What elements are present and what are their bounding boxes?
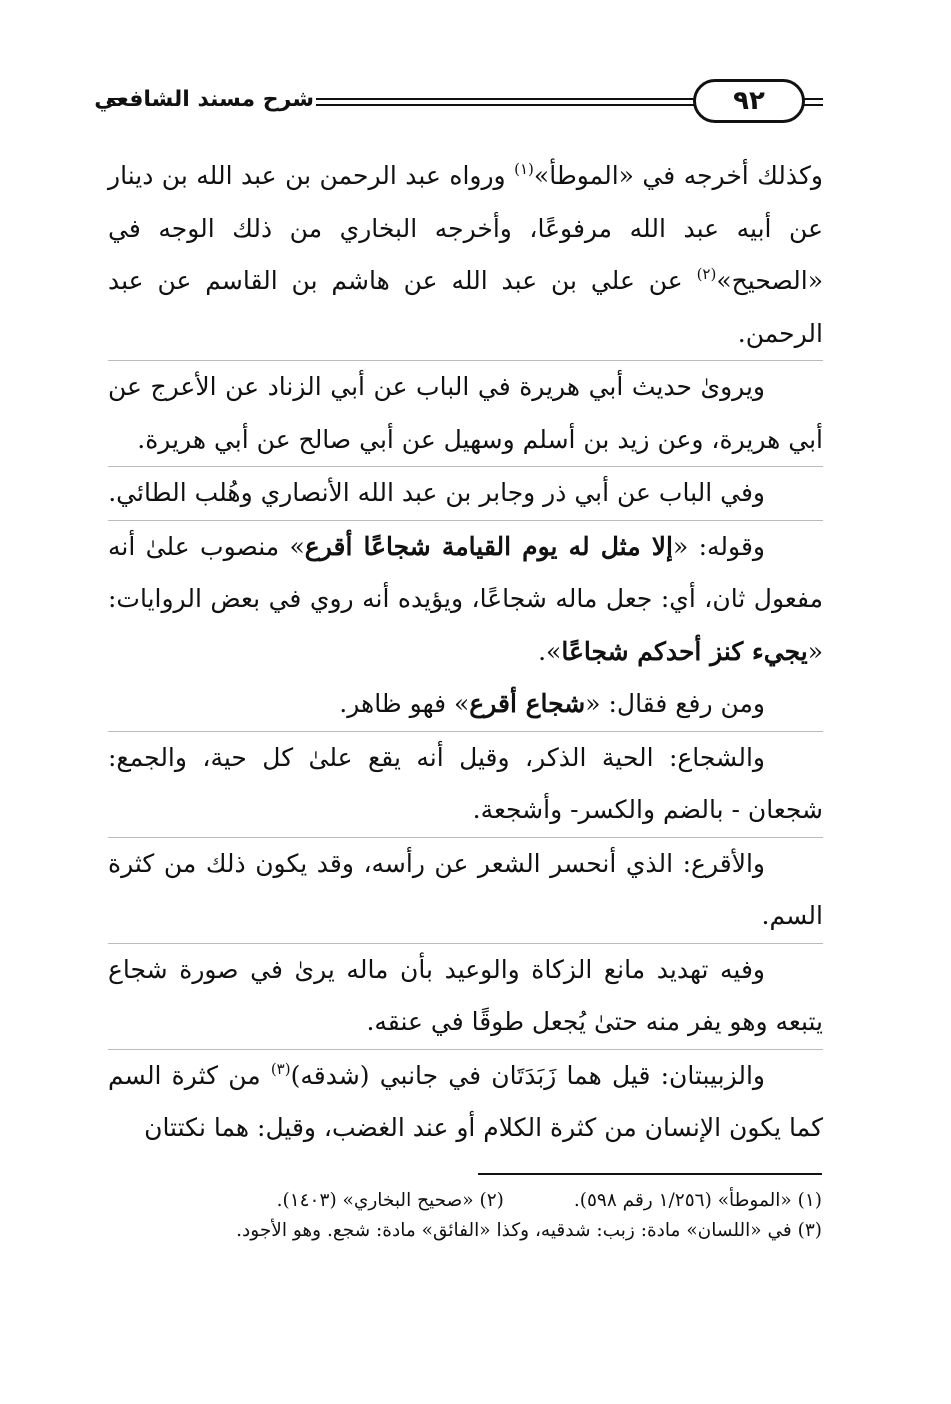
header-rule-right-lower (804, 104, 823, 106)
main-text (108, 150, 823, 1155)
paragraph-1-text-2: ورواه عبد الرحمن بن عبد الله بن دينار عن أبيه عبد الله مرفوعًا، وأخرجه البخاري من ذلك الوجه في «الصحيح» (108, 161, 823, 295)
paragraph-9-text-1: والزبيبتان: قيل هما زَبَدَتَان في جانبي (شدقه) (290, 1060, 765, 1090)
hadith-quote-2: يجيء كنز أحدكم شجاعًا (561, 636, 808, 666)
header-rule-middle (316, 98, 694, 100)
footnote-2: (٢) «صحيح البخاري» (١٤٠٣). (276, 1190, 504, 1211)
footnote-row-2 (140, 1216, 822, 1246)
footnotes (140, 1186, 822, 1246)
header-rule-middle-lower (316, 104, 694, 106)
paragraph-4-text-2: » منصوب علىٰ أنه مفعول ثان، أي: جعل ماله شجاعًا، ويؤيده أنه روي في بعض الروايات: « (108, 531, 823, 666)
paragraph-4 (108, 520, 823, 679)
paragraph-6: والشجاع: الحية الذكر، وقيل أنه يقع علىٰ كل حية، والجمع: شجعان - بالضم والكسر- وأشجعة. (108, 731, 823, 837)
paragraph-9-text-2: من كثرة السم كما يكون الإنسان من كثرة الكلام أو عند الغضب، وقيل: هما نكتتان (108, 1060, 823, 1142)
footnote-3: (٣) في «اللسان» مادة: زبب: شدقيه، وكذا «الفائق» مادة: شجع. وهو الأجود. (236, 1220, 822, 1241)
running-title: شرح مسند الشافعي (94, 87, 314, 112)
paragraph-8: وفيه تهديد مانع الزكاة والوعيد بأن ماله يرىٰ في صورة شجاع يتبعه وهو يفر منه حتىٰ يُجعل طوقًا في عنقه. (108, 943, 823, 1049)
footnote-ref-2: (٢) (696, 265, 717, 283)
hadith-quote-1: إلا مثل له يوم القيامة شجاعًا أقرع (304, 531, 673, 561)
paragraph-4-text-1: وقوله: « (672, 531, 765, 561)
footnote-1: (١) «الموطأ» (١/٢٥٦ رقم ٥٩٨). (573, 1190, 822, 1211)
page-number: ٩٢ (733, 86, 765, 116)
paragraph-3: وفي الباب عن أبي ذر وجابر بن عبد الله الأنصاري وهُلب الطائي. (108, 466, 823, 520)
paragraph-1-text-3: عن علي بن عبد الله عن هاشم بن القاسم عن عبد الرحمن. (108, 266, 823, 348)
paragraph-2: ويرویٰ حديث أبي هريرة في الباب عن أبي الزناد عن الأعرج عن أبي هريرة، وعن زيد بن أسلم وسهيل عن أبي صالح عن أبي هريرة. (108, 360, 823, 466)
paragraph-1 (108, 150, 823, 360)
footnote-row-1 (140, 1186, 822, 1216)
paragraph-1-text-1: وكذلك أخرجه في «الموطأ» (533, 161, 824, 190)
footnote-ref-3: (٣) (270, 1059, 291, 1078)
paragraph-7: والأقرع: الذي أنحسر الشعر عن رأسه، وقد يكون ذلك من كثرة السم. (108, 837, 823, 943)
hadith-quote-3: شجاع أقرع (469, 689, 586, 718)
paragraph-9 (108, 1049, 823, 1155)
page-header (94, 78, 823, 128)
paragraph-5-text-2: » فهو ظاهر. (339, 689, 470, 718)
paragraph-5 (108, 678, 823, 731)
footnote-ref-1: (١) (514, 160, 534, 178)
paragraph-5-text-1: ومن رفع فقال: « (585, 689, 765, 718)
page-number-badge (693, 79, 805, 123)
header-rule-right (804, 98, 823, 100)
paragraph-4-text-3: ». (538, 636, 562, 666)
footnote-separator (478, 1173, 822, 1175)
